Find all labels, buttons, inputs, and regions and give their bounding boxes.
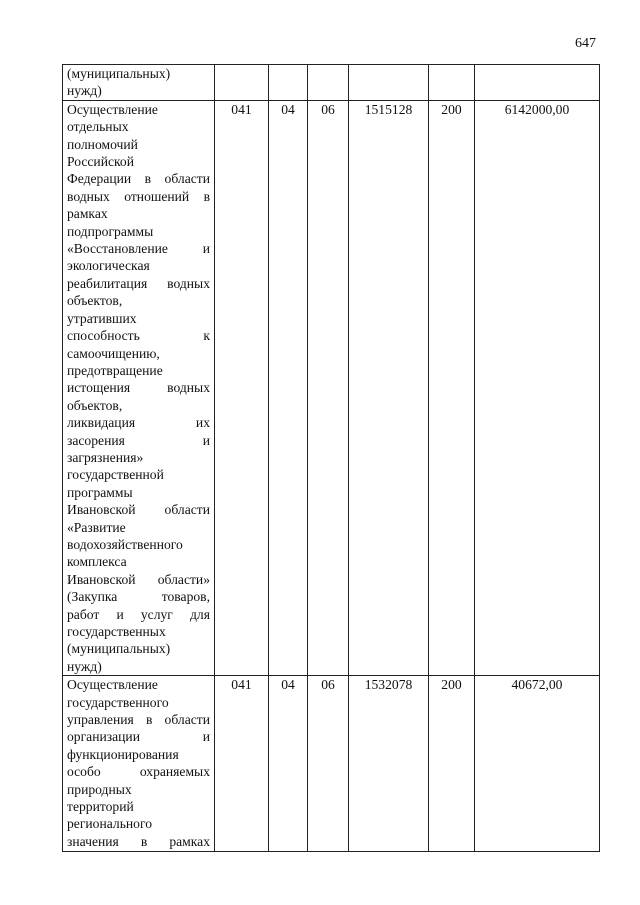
description-line: государственных (67, 624, 166, 639)
description-word: в (145, 712, 153, 728)
description-line (67, 606, 210, 623)
description-word: области (164, 712, 210, 728)
description-line: «Развитие (67, 519, 126, 535)
description-word: их (195, 415, 210, 431)
description-line: (муниципальных) (67, 66, 171, 81)
description-line: объектов, (67, 293, 123, 309)
description-line (67, 275, 210, 292)
subsection-code: 06 (308, 676, 349, 852)
description-line: самоочищению, (67, 345, 160, 361)
admin-code: 041 (215, 676, 269, 852)
description-line: водохозяйственного (67, 536, 183, 552)
amount-value (475, 65, 600, 101)
description-word: в (140, 833, 148, 849)
description-line (67, 763, 210, 780)
budget-table-body (63, 65, 600, 852)
description-word: реабилитация (67, 275, 148, 291)
description-word: Ивановской (67, 502, 136, 518)
description-word: к (203, 328, 210, 344)
description-line: программы (67, 484, 133, 500)
description-word: области» (157, 571, 210, 587)
description-word: значения (67, 833, 119, 849)
description-line: комплекса (67, 554, 127, 570)
description-line: государственной (67, 467, 164, 483)
expense-type-code: 200 (429, 676, 475, 852)
description-word: охраняемых (139, 764, 210, 780)
description-word: водных (167, 380, 210, 396)
page-number: 647 (575, 36, 596, 51)
amount-value: 40672,00 (475, 676, 600, 852)
description-word: особо (67, 764, 101, 780)
description-line (67, 414, 210, 431)
expense-description (63, 676, 215, 852)
description-line: подпрограммы (67, 223, 154, 239)
section-code: 04 (269, 676, 308, 852)
description-line (67, 432, 210, 449)
description-word: засорения (67, 432, 125, 448)
description-line: Осуществление (67, 677, 158, 693)
subsection-code: 06 (308, 100, 349, 675)
description-line: (муниципальных) (67, 641, 171, 657)
description-word: области (164, 171, 210, 187)
expense-type-code: 200 (429, 100, 475, 675)
description-line: полномочий (67, 136, 138, 152)
description-line: объектов, (67, 397, 123, 413)
description-word: управления (67, 712, 134, 728)
description-word: и (202, 241, 210, 257)
description-line (67, 379, 210, 396)
admin-code: 041 (215, 100, 269, 675)
description-line (67, 833, 210, 850)
expense-description (63, 100, 215, 675)
description-line (67, 711, 210, 728)
description-line: утративших (67, 310, 137, 326)
description-line: Осуществление (67, 101, 158, 117)
description-word: и (202, 729, 210, 745)
description-line: нужд) (67, 83, 102, 99)
table-row (63, 676, 600, 852)
description-word: водных (167, 275, 210, 291)
description-word: рамках (169, 833, 210, 849)
description-line: нужд) (67, 658, 102, 674)
description-word: отношений (124, 188, 190, 204)
description-line: экологическая (67, 258, 150, 274)
subsection-code (308, 65, 349, 101)
description-word: (Закупка (67, 589, 118, 605)
description-line (67, 188, 210, 205)
target-article-code (349, 65, 429, 101)
table-row (63, 100, 600, 675)
description-line (67, 240, 210, 257)
description-word: «Восстановление (67, 241, 168, 257)
description-word: ликвидация (67, 415, 136, 431)
description-line (67, 327, 210, 344)
description-word: в (144, 171, 152, 187)
description-line: функционирования (67, 746, 179, 762)
description-word: истощения (67, 380, 131, 396)
description-word: области (164, 502, 210, 518)
amount-value: 6142000,00 (475, 100, 600, 675)
description-line (67, 571, 210, 588)
description-line: Российской (67, 154, 134, 170)
description-line (67, 588, 210, 605)
description-word: для (190, 606, 210, 622)
description-line: загрязнения» (67, 449, 144, 465)
budget-table (62, 64, 600, 852)
description-word: товаров, (161, 589, 210, 605)
expense-type-code (429, 65, 475, 101)
description-line: природных (67, 781, 132, 797)
section-code (269, 65, 308, 101)
description-word: Федерации (67, 171, 132, 187)
section-code: 04 (269, 100, 308, 675)
description-line: регионального (67, 816, 152, 832)
description-line: территорий (67, 799, 134, 815)
description-word: и (116, 606, 124, 622)
description-word: Ивановской (67, 571, 136, 587)
description-word: водных (67, 188, 110, 204)
description-word: работ (67, 606, 100, 622)
admin-code (215, 65, 269, 101)
description-word: способность (67, 328, 140, 344)
table-row (63, 65, 600, 101)
description-word: организации (67, 729, 140, 745)
description-line: отдельных (67, 119, 129, 135)
description-line (67, 501, 210, 518)
target-article-code: 1532078 (349, 676, 429, 852)
description-line (67, 728, 210, 745)
description-line: рамках (67, 206, 108, 222)
description-line: предотвращение (67, 362, 163, 378)
expense-description (63, 65, 215, 101)
description-line (67, 170, 210, 187)
target-article-code: 1515128 (349, 100, 429, 675)
description-word: услуг (140, 606, 173, 622)
description-word: в (203, 188, 210, 204)
description-word: и (202, 432, 210, 448)
description-line: государственного (67, 694, 169, 710)
